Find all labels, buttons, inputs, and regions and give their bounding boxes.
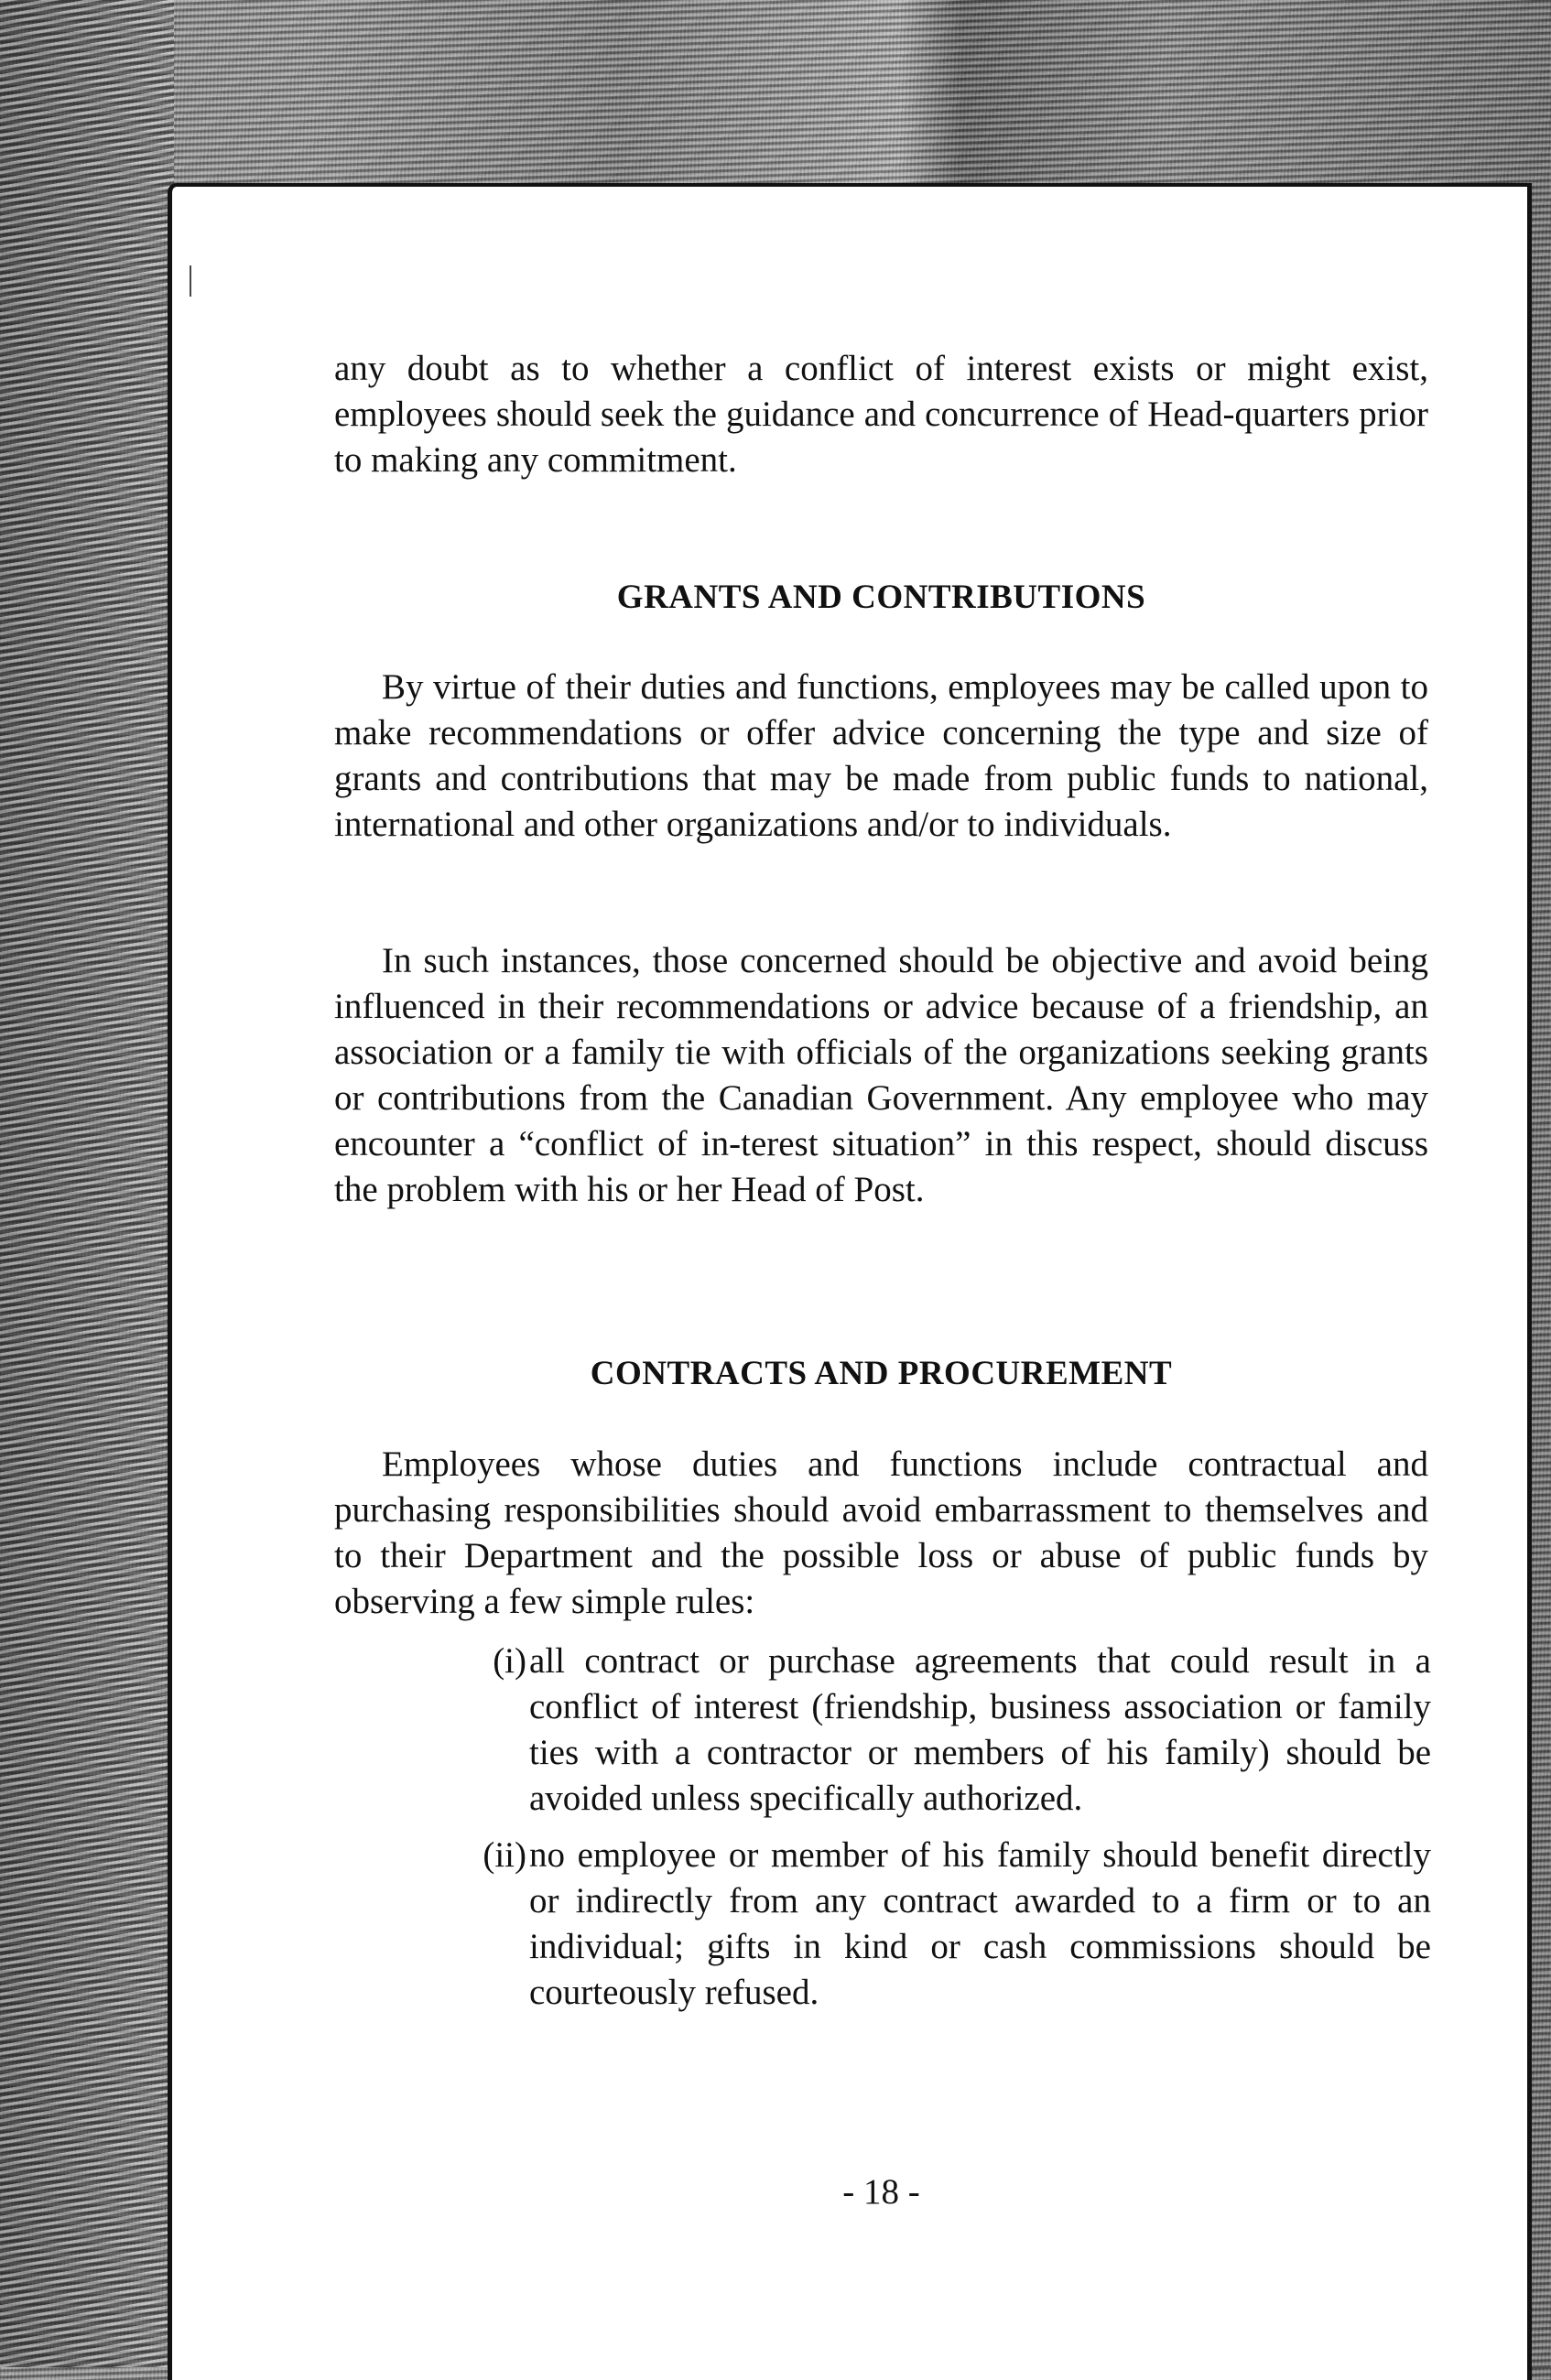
contracts-paragraph-1: Employees whose duties and functions include contractual and purchasing responsibilities should avoid embarrassment to themselves and to their Department and the possible loss or abuse of public funds by observing a few simple rules: xyxy=(334,1444,1428,1621)
list-marker: (ii) xyxy=(483,1835,526,1875)
grants-paragraph-1: By virtue of their duties and functions, employees may be called upon to make recommendations or offer advice concerning the type and size of grants and contributions that may be made from public funds to national, international and other organizations and/or to individuals. xyxy=(334,667,1428,844)
grants-paragraph-2: In such instances, those concerned should be objective and avoid being influenced in their recommendations or advice because of a friendship, an association or a family tie with officials of the organizations seeking grants or contributions from the Canadian Government. Any employee who may encounter a “conflict of in-terest situation” in this respect, should discuss the problem with his or her Head of Post. xyxy=(334,941,1428,1209)
intro-paragraph: any doubt as to whether a conflict of interest exists or might exist, employees should seek the guidance and concurrence of Head-quarters prior to making any commitment. xyxy=(334,349,1428,480)
list-text: no employee or member of his family should benefit directly or indirectly from any contract awarded to a firm or to an individual; gifts in kind or cash commissions should be courteously refused. xyxy=(529,1835,1431,2012)
page-number: - 18 - xyxy=(842,2172,920,2212)
document-page xyxy=(168,183,1532,2380)
list-text: all contract or purchase agreements that could result in a conflict of interest (friendship, business association or family ties with a contractor or members of his family) should be avoided unless specifically authorized. xyxy=(529,1641,1431,1818)
section-heading-contracts: CONTRACTS AND PROCUREMENT xyxy=(590,1355,1173,1392)
background-texture xyxy=(0,0,174,2367)
scan-mark xyxy=(190,265,191,297)
list-marker: (i) xyxy=(493,1641,526,1681)
section-heading-grants: GRANTS AND CONTRIBUTIONS xyxy=(616,579,1146,616)
